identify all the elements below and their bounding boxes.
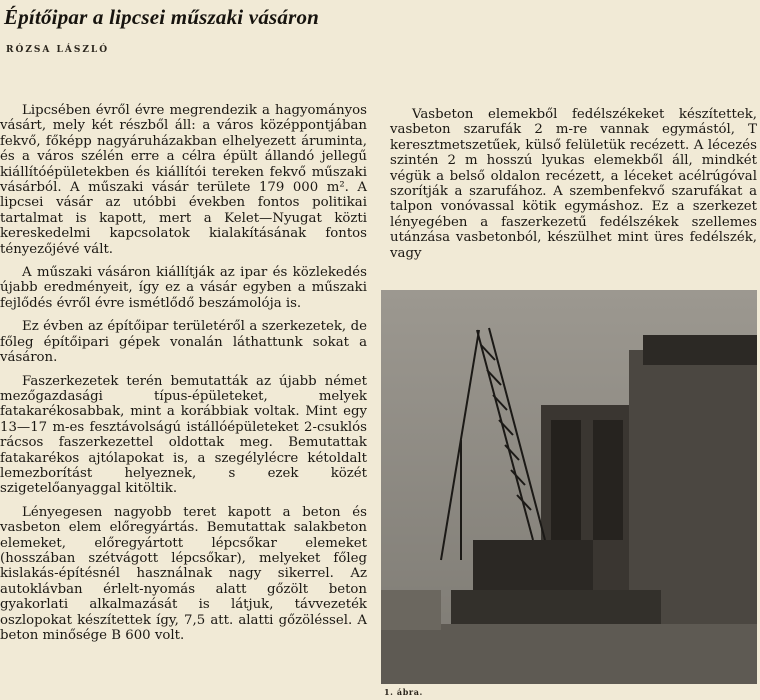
paragraph: Lipcsében évről évre megrendezik a hagyományos vásárt, mely két részből áll: a város középpontjában fekvő, főképp nagyáruházakban elhelyezett áruminta, és a város szélén erre a célra épült állandó jellegű kiállítóépületekben és kiállítói tereken fekvő műszaki vásárból. A műszaki vásár területe 179 000 m². A lipcsei vásár az utóbbi években fontos politikai tartalmat is kapott, mert a Kelet—Nyugat közti kereskedelmi kapcsolatok kialakításának fontos tényezőjévé vált. (0, 103, 367, 257)
figure-photo (381, 290, 757, 684)
left-text-column (0, 103, 367, 643)
article-title: Építőipar a lipcsei műszaki vásáron (4, 5, 320, 29)
paragraph: Ez évben az építőipar területéről a szerkezetek, de főleg építőipari gépek vonalán láthattunk sokat a vásáron. (0, 319, 367, 366)
author-byline: RÓZSA LÁSZLÓ (6, 45, 110, 55)
figure-caption: 1. ábra. (384, 687, 423, 697)
crane-building-illustration (381, 290, 757, 684)
paragraph: Vasbeton elemekből fedélszékeket készítettek, vasbeton szarufák 2 m-re vannak egymástól, T keresztmetszetűek, külső felületük recézett. A lécezés szintén 2 m hosszú lyukas elemekből áll, mindkét végük a belső oldalon recézett, a léceket acélrúgóval szorítják a szarufához. A szembenfekvő szarufákat a talpon vonóvassal kötik egymáshoz. Ez a szerkezet lényegében a faszerkezetű fedélszékek szellemes utánzása vasbetonból, készülhet mint üres fedélszék, vagy (390, 107, 757, 261)
paragraph: Lényegesen nagyobb teret kapott a beton és vasbeton elem előregyártás. Bemutattak salakbeton elemeket, előregyártott lépcsőkar elemeket (hosszában szétvágott lépcsőkar), melyeket főleg kislakás-építésnél használnak nagy sikerrel. Az autoklávban érlelt-nyomás alatt gőzölt beton gyakorlati alkalmazását is látjuk, távvezeték oszlopokat készítettek így, 7,5 att. alatti gőzöléssel. A beton minősége B 600 volt. (0, 504, 367, 643)
right-text-column (390, 107, 757, 261)
paragraph: A műszaki vásáron kiállítják az ipar és közlekedés újabb eredményeit, így ez a vásár egyben a műszaki fejlődés évről évre ismétlődő beszámolója is. (0, 265, 367, 311)
paragraph: Faszerkezetek terén bemutatták az újabb német mezőgazdasági típus-épületeket, melyek fatakarékosabbak, mint a korábbiak voltak. Mint egy 13—17 m-es fesztávolságú istállóépületeket 2-csuklós rácsos faszerkezettel oldottak meg. Bemutattak fatakarékos ajtólapokat is, a szegélylécre kétoldalt lemezborítást helyeznek, s ezek közét szigetelőanyaggal kitöltik. (0, 373, 367, 497)
